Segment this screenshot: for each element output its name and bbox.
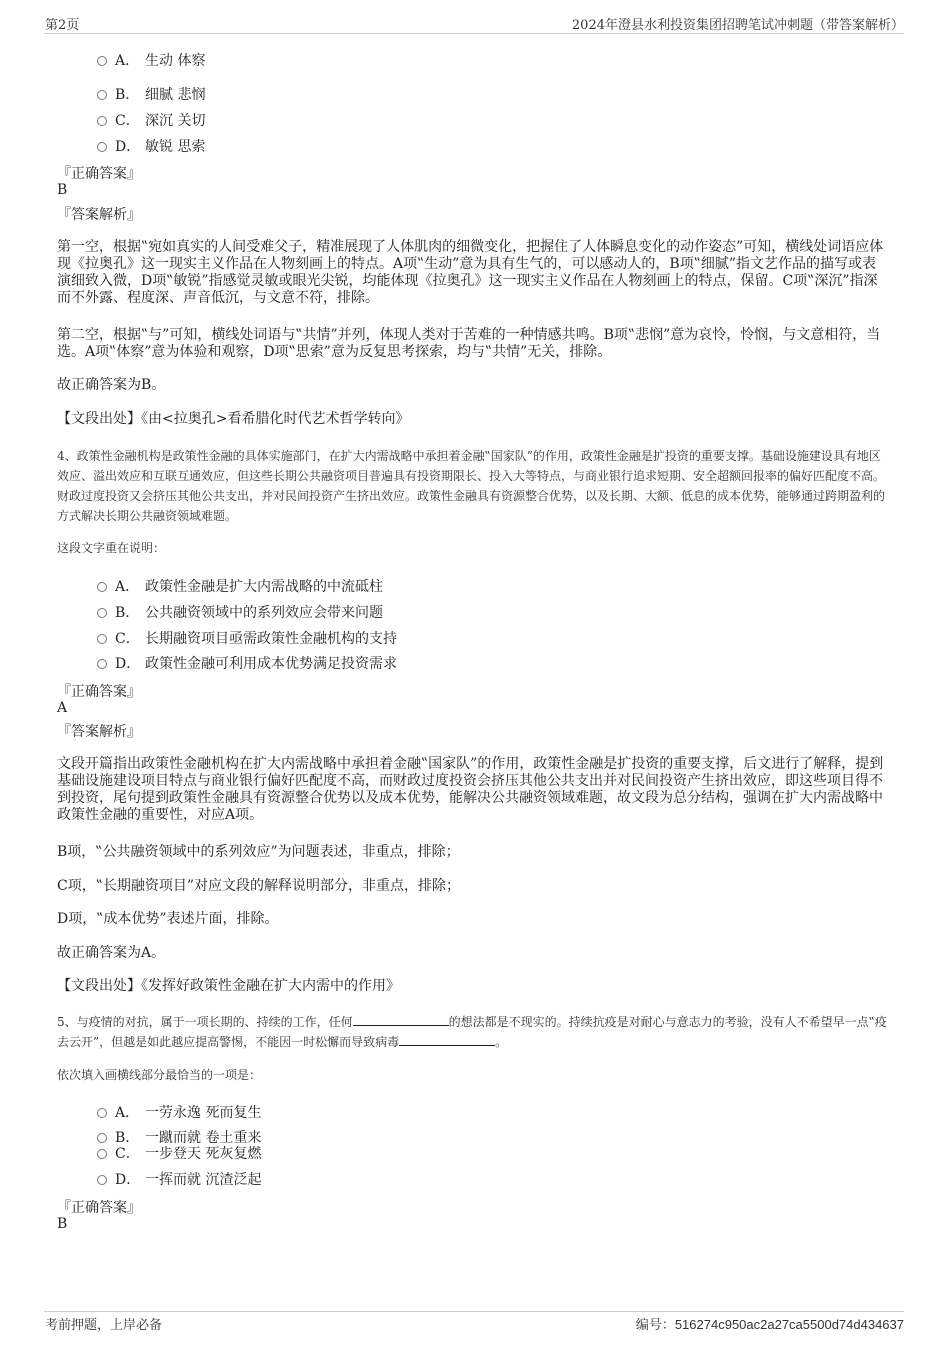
q3-analysis-label: 『答案解析』 [57,207,141,223]
q5-answer-label: 『正确答案』 [57,1200,141,1216]
q3-analysis-paragraph-1: 第一空，根据‟宛如真实的人间受难父子，精准展现了人体肌肉的细微变化，把握住了人体瞬息变化的动作姿态”可知，横线处词语应体现《拉奥孔》这一现实主义作品在人物刻画上的特点。A项‟生动”意为具有生气的，可以感动人的，B项‟细腻”指文艺作品的描写或表演细致入微，D项‟敏锐”指感觉灵敏或眼光尖锐，均能体现《拉奥孔》这一现实主义作品在人物刻画上的特点，保留。C项‟深沉”指深而不外露、程度深、声音低沉，与文意不符，排除。 [57,239,884,306]
q4-question-text: 4、政策性金融机构是政策性金融的具体实施部门，在扩大内需战略中承担着金融‟国家队”的作用，政策性金融是扩投资的重要支撑。基础设施建设具有地区效应、溢出效应和互联互通效应，但这些长期公共融资项目普遍具有投资期限长、投入大等特点，与商业银行追求短期、安全超额回报率的偏好匹配度不高。财政过度投资又会挤压其他公共支出，并对民间投资产生挤出效应。政策性金融具有资源整合优势，以及长期、大额、低息的成本优势，能够通过跨期盈利的方式解决长期公共融资领域难题。 [57,449,886,523]
q3-option-a[interactable]: A． 生动 体察 [97,50,205,70]
q3-analysis-conclusion: 故正确答案为B。 [57,377,166,393]
q3-answer-label: 『正确答案』 [57,166,141,182]
radio-icon[interactable] [97,56,107,66]
q5-question-text: 5、与疫情的对抗，属于一项长期的、持续的工作，任何 的想法都是不现实的。持续抗疫是对耐心与意志力的考验，没有人不希望早一点‟疫去云开”，但越是如此越应提高警惕，不能因一时松懈而导致病毒 。 [57,1015,887,1049]
radio-icon[interactable] [97,1149,107,1159]
header-divider [44,33,904,34]
document-title: 2024年澄县水利投资集团招聘笔试冲刺题（带答案解析） [571,18,904,33]
q3-option-c[interactable]: C． 深沉 关切 [97,110,205,130]
q4-analysis-label: 『答案解析』 [57,724,141,740]
radio-icon[interactable] [97,1133,107,1143]
q4-option-b[interactable]: B． 公共融资领域中的系列效应会带来问题 [97,602,383,622]
radio-icon[interactable] [97,142,107,152]
q5-option-c[interactable]: C． 一步登天 死灰复燃 [97,1143,261,1163]
q4-answer: A [57,700,68,716]
q3-analysis-paragraph-2: 第二空，根据‟与”可知，横线处词语与‟共情”并列，体现人类对于苦难的一种情感共鸣。B项‟悲悯”意为哀怜，怜悯，与文意相符，当选。A项‟体察”意为体验和观察，D项‟思索”意为反复思考探索，均与‟共情”无关，排除。 [57,327,881,360]
radio-icon[interactable] [97,608,107,618]
q5-prompt: 依次填入画横线部分最恰当的一项是： [57,1068,262,1082]
radio-icon[interactable] [97,1108,107,1118]
q4-option-c[interactable]: C． 长期融资项目亟需政策性金融机构的支持 [97,628,397,648]
fill-blank-1 [353,1014,449,1026]
radio-icon[interactable] [97,659,107,669]
q3-answer: B [57,182,68,198]
q4-option-a[interactable]: A． 政策性金融是扩大内需战略的中流砥柱 [97,576,383,596]
q3-option-d[interactable]: D． 敏锐 思索 [97,136,205,156]
q5-option-d[interactable]: D． 一挥而就 沉渣泛起 [97,1169,261,1189]
q5-option-b[interactable]: B． 一蹴而就 卷土重来 [97,1127,261,1147]
footer-slogan: 考前押题，上岸必备 [45,1318,163,1333]
q4-answer-label: 『正确答案』 [57,684,141,700]
q4-analysis-paragraph-1: 文段开篇指出政策性金融机构在扩大内需战略中承担着金融‟国家队”的作用，政策性金融是扩投资的重要支撑，后文进行了解释，提到基础设施建设项目特点与商业银行偏好匹配度不高，而财政过度投资会挤压其他公共支出并对民间投资产生挤出效应，即这些项目得不到投资，尾句提到政策性金融具有资源整合优势以及成本优势，能解决公共融资领域难题，故文段为总分结构，强调在扩大内需战略中政策性金融的重要性，对应A项。 [57,756,884,823]
footer-divider [44,1311,904,1312]
fill-blank-2 [399,1034,495,1046]
q4-option-d[interactable]: D． 政策性金融可利用成本优势满足投资需求 [97,653,397,673]
q3-option-b[interactable]: B． 细腻 悲悯 [97,84,205,104]
q3-source: 【文段出处】《由<拉奥孔>看希腊化时代艺术哲学转向》 [57,411,410,427]
footer-code: 编号：516274c950ac2a27ca5500d74d434637 [635,1317,904,1333]
q4-analysis-option-c: C项，‟长期融资项目”对应文段的解释说明部分，非重点，排除； [57,878,461,894]
q4-analysis-option-b: B项，‟公共融资领域中的系列效应”为问题表述，非重点，排除； [57,844,460,860]
radio-icon[interactable] [97,116,107,126]
page-number: 第2页 [45,18,80,33]
q4-prompt: 这段文字重在说明： [57,541,166,555]
q4-analysis-conclusion: 故正确答案为A。 [57,945,166,961]
q4-source: 【文段出处】《发挥好政策性金融在扩大内需中的作用》 [57,978,400,994]
radio-icon[interactable] [97,1175,107,1185]
radio-icon[interactable] [97,582,107,592]
radio-icon[interactable] [97,90,107,100]
q5-answer: B [57,1216,68,1232]
q4-analysis-option-d: D项，‟成本优势”表述片面，排除。 [57,911,279,927]
q5-option-a[interactable]: A． 一劳永逸 死而复生 [97,1102,261,1122]
radio-icon[interactable] [97,634,107,644]
